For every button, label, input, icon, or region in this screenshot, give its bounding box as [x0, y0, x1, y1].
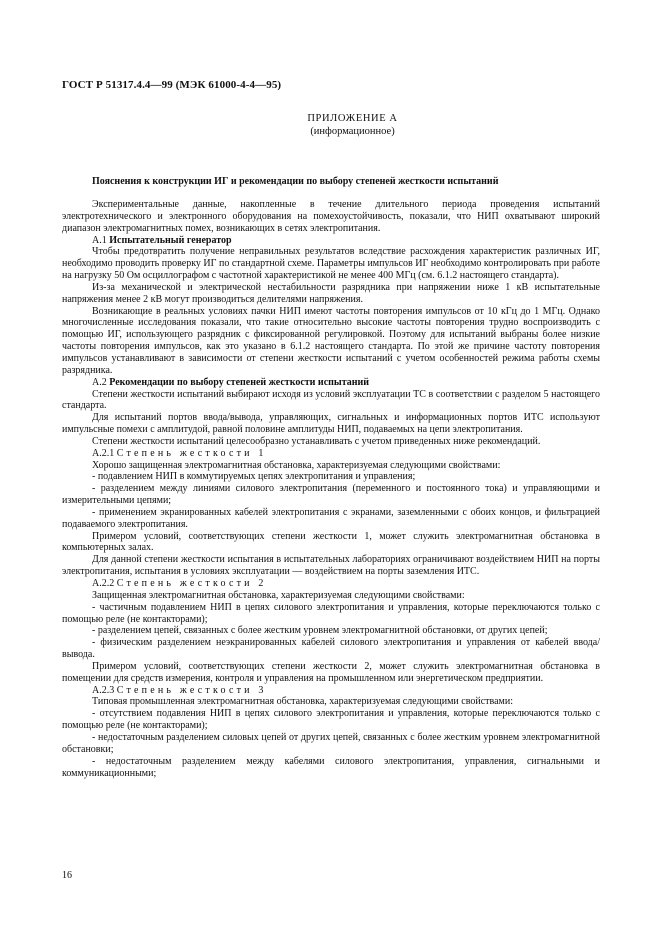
list-item: - отсутствием подавления НИП в цепях силового электропитания и управления, которые переключаются только с помощью реле (не контакторами);: [62, 708, 600, 732]
subsection-heading-a22: [62, 578, 600, 590]
paragraph: Защищенная электромагнитная обстановка, характеризуемая следующими свойствами:: [92, 589, 465, 601]
list-item: - применением экранированных кабелей электропитания с экранами, заземленными с обоих концов, и фильтрацией подаваемого электропитания.: [62, 506, 600, 530]
subsection-title: Испытательный генератор: [109, 234, 232, 246]
appendix-subtitle: (информационное): [310, 126, 395, 137]
subsection-number: А.2.2: [92, 578, 115, 589]
appendix-title: ПРИЛОЖЕНИЕ А: [307, 113, 398, 124]
paragraph: Хорошо защищенная электромагнитная обстановка, характеризуемая следующими свойствами:: [92, 459, 501, 471]
document-header: ГОСТ Р 51317.4.4—99 (МЭК 61000-4-4—95): [62, 79, 282, 91]
subsection-title: Рекомендации по выбору степеней жесткости испытаний: [109, 376, 370, 388]
subsection-title: Степень жесткости 1: [116, 447, 267, 459]
paragraph: Чтобы предотвратить получение неправильных результатов вследствие расхождения характеристик различных ИГ, необходимо проводить проверку ИГ по стандартной схеме. Параметры импульсов ИГ необходимо контролировать при работе на нагрузку 50 Ом осциллографом с частотной характеристикой не менее 400 МГц (см. 6.1.2 настоящего стандарта).: [62, 246, 600, 282]
list-item: - физическим разделением неэкранированных кабелей силового электропитания и управления от кабелей ввода/вывода.: [62, 637, 600, 661]
subsection-number: А.2: [92, 376, 107, 388]
paragraph: Типовая промышленная электромагнитная обстановка, характеризуемая следующими свойствами:: [92, 696, 514, 708]
list-item: - частичным подавлением НИП в цепях силового электропитания и управления, которые переключаются только с помощью реле (не контакторами);: [62, 601, 600, 625]
paragraph: Примером условий, соответствующих степени жесткости 1, может служить электромагнитная обстановка в компьютерных залах.: [62, 530, 600, 554]
paragraph: Возникающие в реальных условиях пачки НИП имеют частоты повторения импульсов от 10 кГц до 1 МГц. Однако многочисленные исследования показали, что такие относительно высокие частоты повторения трудно воспроизводить с помощью ИГ, использующего разрядник с фиксированной регулировкой. Поэтому для испытаний выбраны более низкие частоты повторения импульсов, как это указано в 6.1.2 настоящего стандарта. По этой же причине частоту повторения импульсов устанавливают в зависимости от степени жесткости испытаний с учетом особенностей режима работы схемы разрядника.: [62, 305, 600, 376]
paragraph: Из-за механической и электрической нестабильности разрядника при напряжении ниже 1 кВ испытательные напряжения менее 2 кВ могут производиться делителями напряжения.: [62, 281, 600, 305]
paragraph: Примером условий, соответствующих степени жесткости 2, может служить электромагнитная обстановка в помещении для средств измерения, контроля и управления на промышленном или энергетическом предприятии.: [62, 660, 600, 684]
subsection-title: Степень жесткости 2: [116, 578, 267, 589]
subsection-heading-a1: [62, 235, 600, 247]
subsection-number: А.2.3: [92, 684, 115, 696]
paragraph: Для испытаний портов ввода/вывода, управляющих, сигнальных и информационных портов ИТС используют импульсные помехи с амплитудой, равной половине амплитуды НИП, подаваемых на цепи электропитания.: [62, 412, 600, 436]
subsection-heading-a23: [62, 685, 600, 697]
subsection-number: А.2.1: [92, 447, 115, 459]
paragraph: Степени жесткости испытаний выбирают исходя из условий эксплуатации ТС в соответствии с разделом 5 настоящего стандарта.: [62, 388, 600, 412]
document-body: [62, 199, 600, 779]
subsection-number: А.1: [92, 234, 107, 246]
list-item: - недостаточным разделением силовых цепей от других цепей, связанных с более жестким уровнем электромагнитной обстановки;: [62, 731, 600, 755]
list-item: - разделением между линиями силового электропитания (переменного и постоянного тока) и управляющими и измерительными цепями;: [62, 483, 600, 507]
paragraph: Экспериментальные данные, накопленные в течение длительного периода проведения испытаний электротехнического и электронного оборудования на помехоустойчивость, показали, что НИП охватывают широкий диапазон электромагнитных помех, возникающих в сетях электропитания.: [62, 199, 600, 234]
subsection-title: Степень жесткости 3: [116, 684, 267, 696]
paragraph: Для данной степени жесткости испытания в испытательных лабораториях ограничивают воздействием НИП на порты электропитания, испытания в условиях эксплуатации — воздействием на порты заземления ИТС.: [62, 554, 600, 578]
list-item: - недостаточным разделением между кабелями силового электропитания, управления, сигнальными и коммуникационными;: [62, 755, 600, 779]
list-item: - подавлением НИП в коммутируемых цепях электропитания и управления;: [92, 471, 416, 483]
subsection-heading-a2: [62, 377, 600, 389]
paragraph: Степени жесткости испытаний целесообразно устанавливать с учетом приведенных ниже рекомендаций.: [92, 435, 541, 447]
page-number: 16: [62, 870, 72, 881]
subsection-heading-a21: [62, 448, 600, 460]
section-title: Пояснения к конструкции ИГ и рекомендации по выбору степеней жесткости испытаний: [92, 176, 499, 187]
list-item: - разделением цепей, связанных с более жестким уровнем электромагнитной обстановки, от других цепей;: [92, 625, 548, 637]
